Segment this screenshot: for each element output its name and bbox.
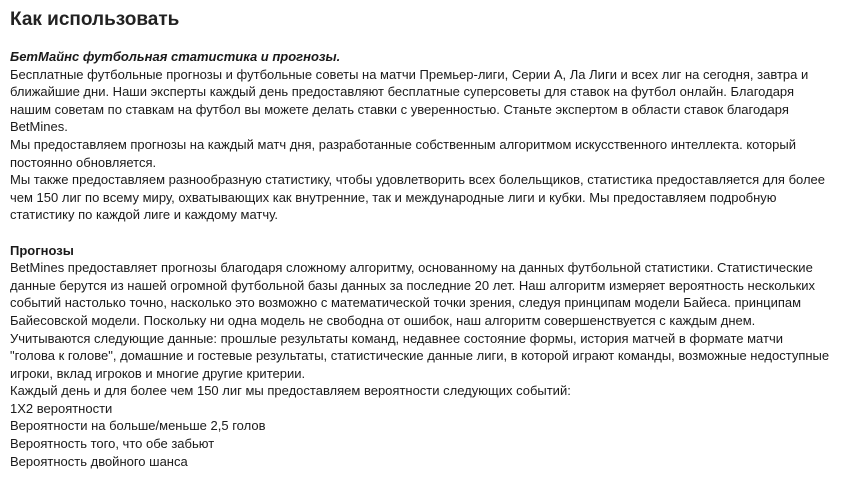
- paragraph-daily-probabilities: Каждый день и для более чем 150 лиг мы предоставляем вероятности следующих событий:: [10, 383, 571, 399]
- section-spacer: [10, 224, 831, 242]
- section-stats-and-predictions: [10, 48, 831, 224]
- paragraph-statistics: Мы также предоставляем разнообразную статистику, чтобы удовлетворить всех болельщиков, статистика предоставляется для более чем 150 лиг по всему миру, охватывающих как внутренние, так и международные лиги и кубки. Мы предоставляем подробную статистику по каждой лиге и каждому матчу.: [10, 172, 826, 223]
- list-item-1x2: 1X2 вероятности: [10, 400, 113, 416]
- paragraph-intro: Бесплатные футбольные прогнозы и футбольные советы на матчи Премьер-лиги, Серии А, Ла Лиги и всех лиг на сегодня, завтра и ближайшие дни. Наши эксперты каждый день предоставляют бесплатные суперсоветы для ставок на футбол онлайн. Благодаря нашим советам по ставкам на футбол вы можете делать ставки с уверенностью. Станьте экспертом в области ставок благодаря BetMines.: [10, 66, 809, 135]
- paragraph-algorithm: BetMines предоставляет прогнозы благодаря сложному алгоритму, основанному на данных футбольной статистики. Статистические данные берутся из нашей огромной футбольной базы данных за последние 20 лет. Наш алгоритм измеряет вероятность нескольких событий настолько точно, насколько это возможно с математической точки зрения, следуя принципам модели Байеса. принципам Байесовской модели. Поскольку ни одна модель не свободна от ошибок, наш алгоритм совершенствуется с каждым днем.: [10, 260, 816, 328]
- list-item-over-under: Вероятности на больше/меньше 2,5 голов: [10, 418, 266, 434]
- page-title: Как использовать: [10, 9, 180, 30]
- paragraph-considered-data: Учитываются следующие данные: прошлые результаты команд, недавнее состояние формы, история матчей в формате матчи "голова к голове", домашние и гостевые результаты, статистические данные лиги, в которой играют команды, возможные недоступные игроки, вклад игроков и многие другие критерии.: [10, 330, 830, 381]
- section-heading-predictions: Прогнозы: [10, 242, 74, 258]
- section-predictions: [10, 242, 831, 471]
- section-heading-betmines: БетМайнс футбольная статистика и прогнозы.: [10, 49, 341, 64]
- list-item-btts: Вероятность того, что обе забьют: [10, 436, 215, 452]
- paragraph-ai-predictions: Мы предоставляем прогнозы на каждый матч дня, разработанные собственным алгоритмом искусственного интеллекта. который постоянно обновляется.: [10, 136, 796, 170]
- list-item-double-chance: Вероятность двойного шанса: [10, 453, 188, 469]
